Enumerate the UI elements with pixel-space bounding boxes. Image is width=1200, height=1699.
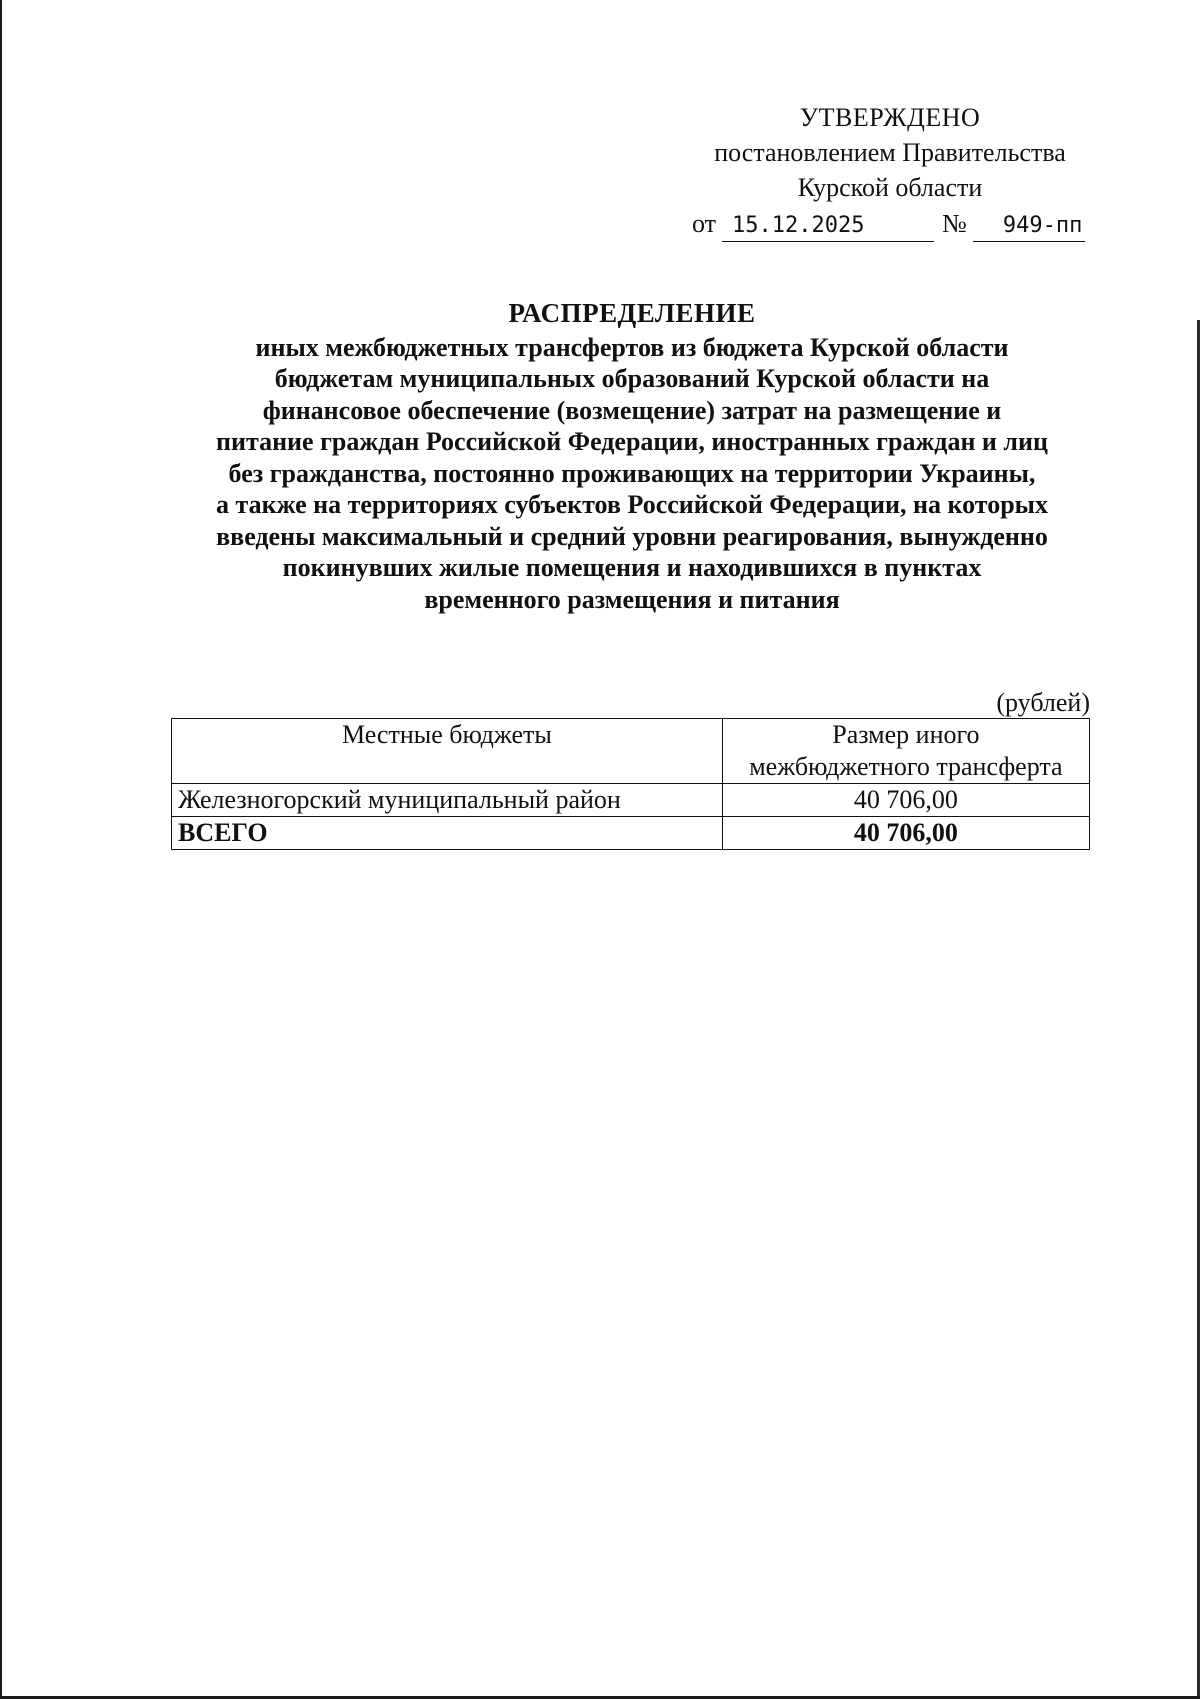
document-title: РАСПРЕДЕЛЕНИЕ	[508, 298, 756, 328]
heading-line: введены максимальный и средний уровни реагирования, вынужденно	[216, 521, 1048, 551]
scan-edge-left	[0, 0, 2, 1699]
date-prefix: от	[692, 209, 717, 238]
row-budget-amount: 40 706,00	[722, 784, 1089, 817]
table-row	[172, 784, 1090, 817]
row-budget-name: Железногорский муниципальный район	[172, 784, 723, 817]
header-local-budgets: Местные бюджеты	[172, 719, 723, 784]
document-heading	[160, 298, 1104, 615]
approval-title: УТВЕРЖДЕНО	[799, 103, 981, 132]
approval-line-1: постановлением Правительства	[714, 138, 1066, 167]
number-sign: №	[942, 209, 967, 238]
heading-line: финансовое обеспечение (возмещение) затрат на размещение и	[262, 395, 1002, 425]
heading-line: без гражданства, постоянно проживающих на территории Украины,	[228, 458, 1036, 488]
header-amount-line-2: межбюджетного трансферта	[749, 752, 1063, 781]
heading-line: бюджетам муниципальных образований Курской области на	[274, 364, 990, 393]
heading-line: иных межбюджетных трансфертов из бюджета Курской области	[255, 332, 1009, 362]
heading-line: покинувших жилые помещения и находившихся в пунктах	[282, 553, 982, 582]
approval-block	[680, 100, 1100, 242]
units-label: (рублей)	[996, 688, 1090, 717]
approval-line-2: Курской области	[797, 173, 983, 202]
heading-line: а также на территориях субъектов Российской Федерации, на которых	[216, 490, 1048, 519]
header-amount-line-1: Размер иного	[832, 720, 980, 749]
header-transfer-amount	[722, 719, 1089, 784]
approval-number: 949-пп	[973, 211, 1085, 242]
heading-line: временного размещения и питания	[424, 584, 840, 614]
budget-table	[171, 718, 1090, 850]
heading-line: питание граждан Российской Федерации, иностранных граждан и лиц	[216, 427, 1048, 456]
table-total-row	[172, 817, 1090, 850]
total-label: ВСЕГО	[172, 817, 723, 850]
approval-date-line	[680, 206, 1100, 242]
table-header-row	[172, 719, 1090, 784]
total-amount: 40 706,00	[722, 817, 1089, 850]
approval-date: 15.12.2025	[722, 211, 934, 242]
